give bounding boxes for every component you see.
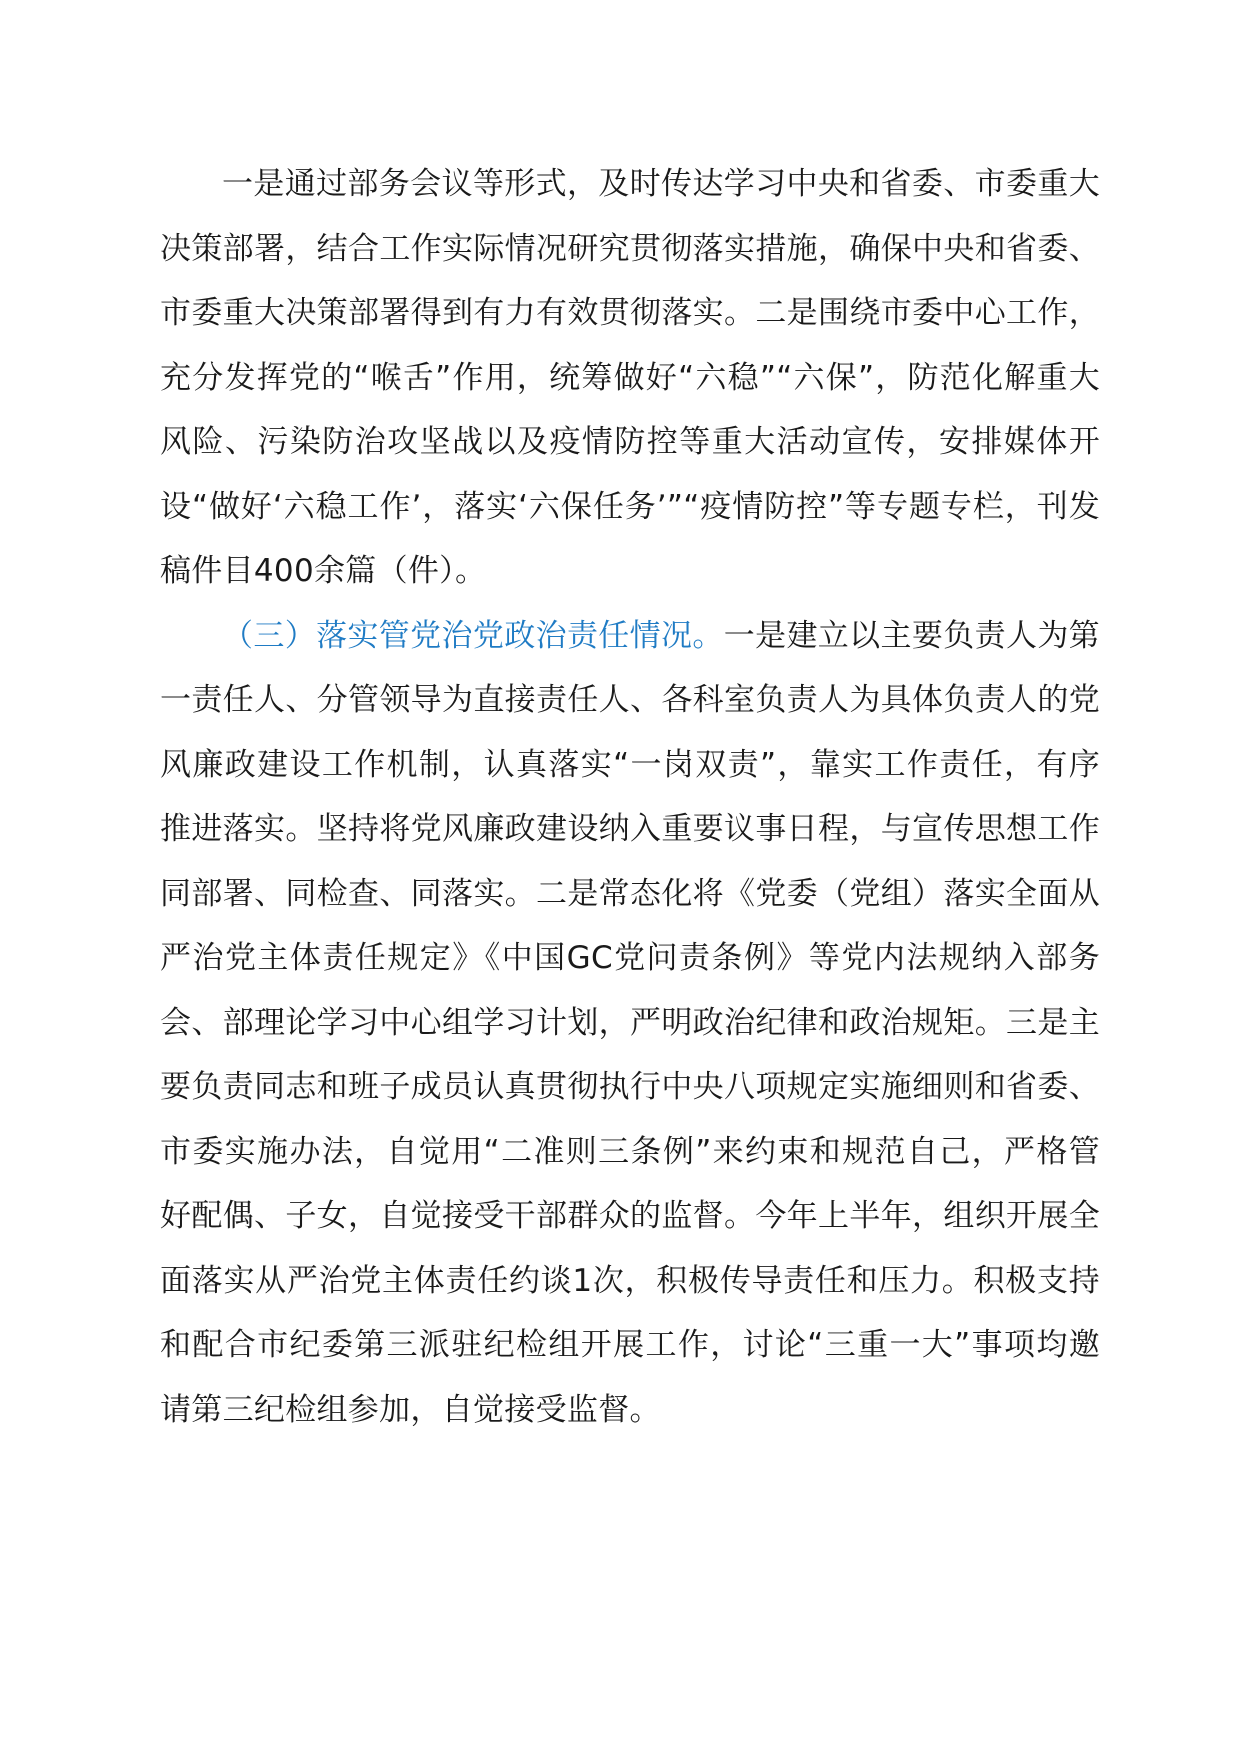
paragraph-party-responsibility (160, 604, 1100, 1443)
section-heading: （三）落实管党治党政治责任情况。 (222, 617, 724, 654)
document-body (160, 152, 1100, 1442)
paragraph-text: 一是通过部务会议等形式，及时传达学习中央和省委、市委重大决策部署，结合工作实际情况研究贯彻落实措施，确保中央和省委、市委重大决策部署得到有力有效贯彻落实。二是围绕市委中心工作，充分发挥党的“喉舌”作用，统筹做好“六稳”“六保”，防范化解重大风险、污染防治攻坚战以及疫情防控等重大活动宣传，安排媒体开设“做好‘六稳工作’，落实‘六保任务’”“疫情防控”等专题专栏，刊发稿件目400余篇（件）。 (160, 166, 1100, 589)
paragraph-text: 一是建立以主要负责人为第一责任人、分管领导为直接责任人、各科室负责人为具体负责人的党风廉政建设工作机制，认真落实“一岗双责”，靠实工作责任，有序推进落实。坚持将党风廉政建设纳入重要议事日程，与宣传思想工作同部署、同检查、同落实。二是常态化将《党委（党组）落实全面从严治党主体责任规定》《中国GC党问责条例》等党内法规纳入部务会、部理论学习中心组学习计划，严明政治纪律和政治规矩。三是主要负责同志和班子成员认真贯彻执行中央八项规定实施细则和省委、市委实施办法，自觉用“二准则三条例”来约束和规范自己，严格管好配偶、子女，自觉接受干部群众的监督。今年上半年，组织开展全面落实从严治党主体责任约谈1次，积极传导责任和压力。积极支持和配合市纪委第三派驻纪检组开展工作，讨论“三重一大”事项均邀请第三纪检组参加，自觉接受监督。 (160, 617, 1100, 1428)
paragraph-propaganda-work (160, 152, 1100, 604)
